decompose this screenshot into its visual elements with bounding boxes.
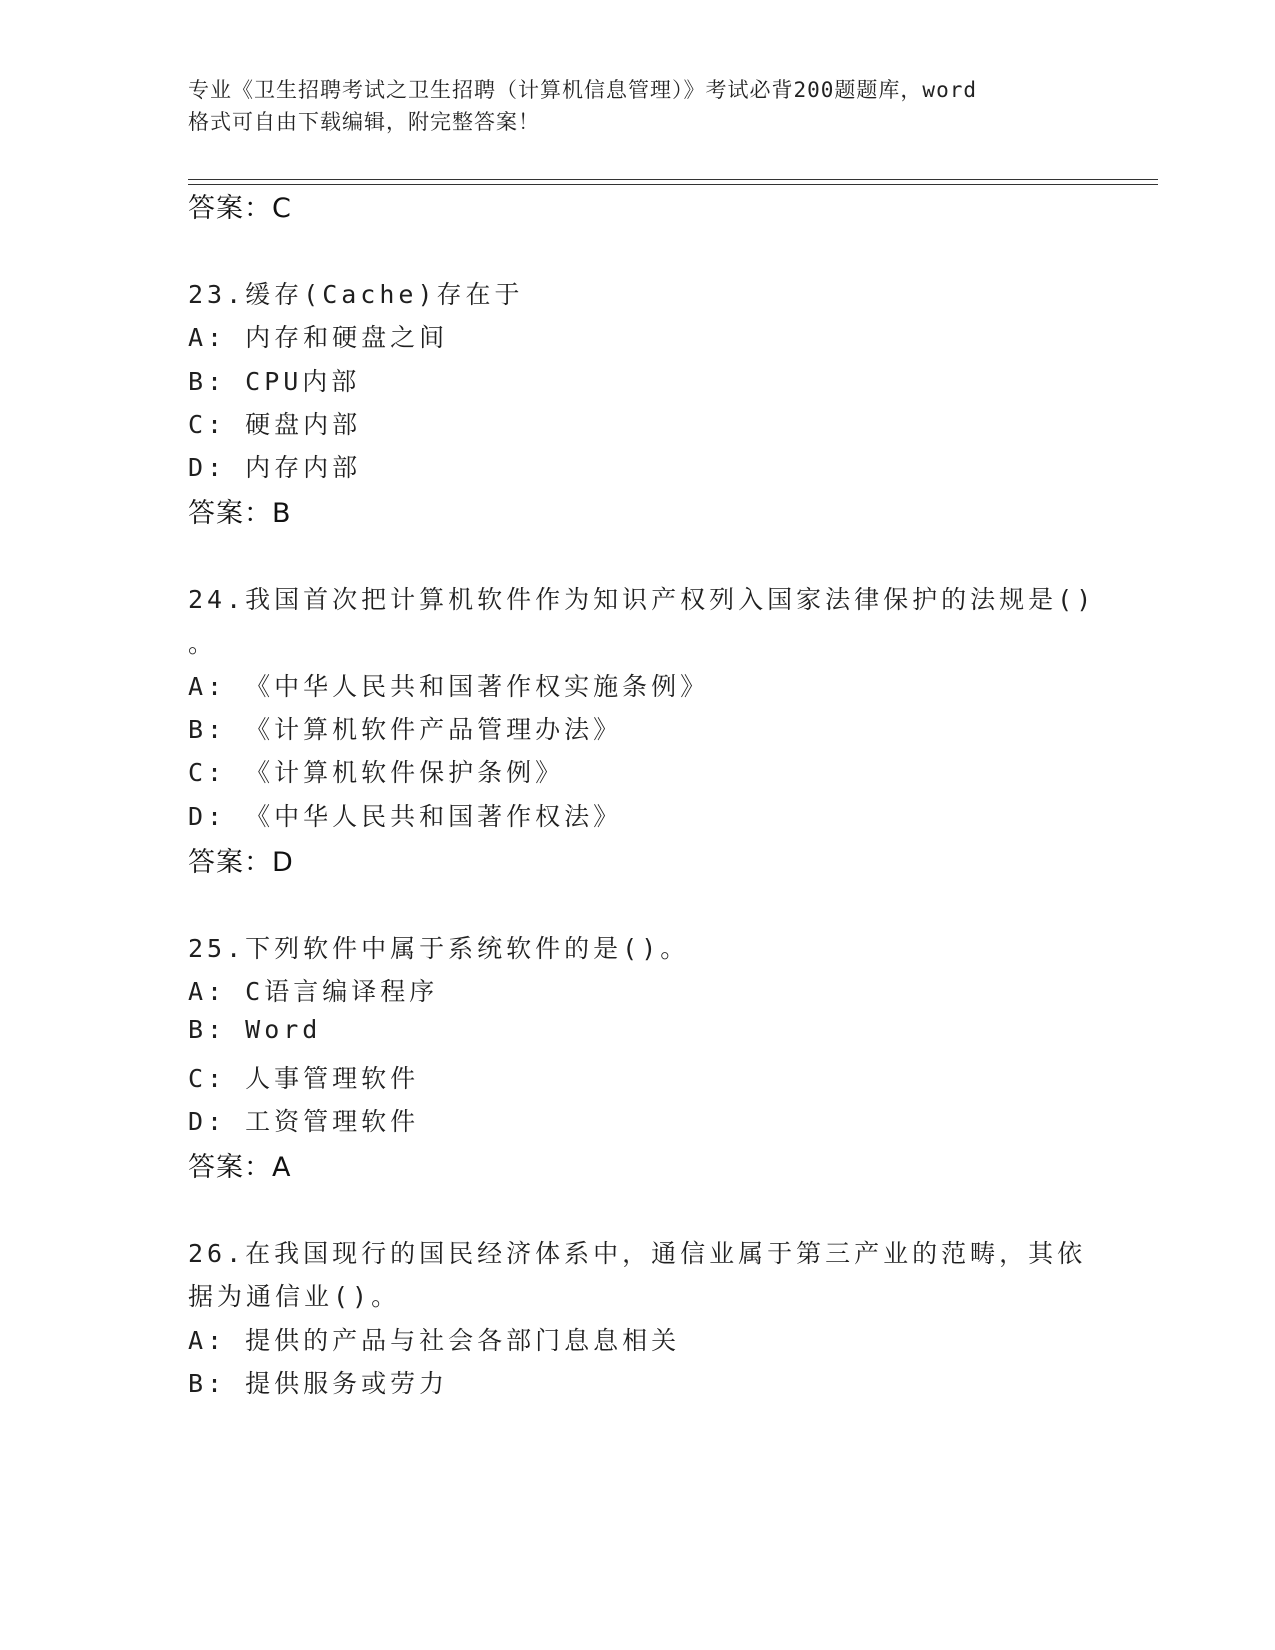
- header-divider-secondary: [188, 184, 1158, 185]
- document-header: [188, 74, 1088, 138]
- question-24-option-d: D: 《中华人民共和国著作权法》: [188, 802, 623, 831]
- question-26-stem: 26.在我国现行的国民经济体系中，通信业属于第三产业的范畴，其依: [188, 1239, 1087, 1268]
- question-23-answer: 答案：B: [188, 498, 292, 529]
- question-24-stem: 24.我国首次把计算机软件作为知识产权列入国家法律保护的法规是(): [188, 585, 1096, 614]
- question-25-option-c: C: 人事管理软件: [188, 1064, 420, 1093]
- question-25-option-b: B: Word: [188, 1015, 322, 1044]
- header-line-1: 专业《卫生招聘考试之卫生招聘（计算机信息管理）》考试必背200题题库，word: [188, 78, 977, 102]
- header-line-2: 格式可自由下载编辑，附完整答案！: [188, 110, 540, 134]
- question-25-stem: 25.下列软件中属于系统软件的是()。: [188, 934, 690, 963]
- question-25-option-a: A: C语言编译程序: [188, 977, 439, 1006]
- question-24-answer: 答案：D: [188, 847, 294, 878]
- question-26-stem-cont: 据为通信业()。: [188, 1282, 401, 1311]
- header-divider: [188, 179, 1158, 180]
- question-26-option-b: B: 提供服务或劳力: [188, 1369, 449, 1398]
- question-24-stem-cont: 。: [188, 629, 218, 658]
- question-23-option-b: B: CPU内部: [188, 367, 361, 396]
- question-24-option-b: B: 《计算机软件产品管理办法》: [188, 715, 623, 744]
- question-23-option-d: D: 内存内部: [188, 453, 362, 482]
- question-25-answer: 答案：A: [188, 1152, 292, 1183]
- question-25-option-d: D: 工资管理软件: [188, 1107, 420, 1136]
- question-26-option-a: A: 提供的产品与社会各部门息息相关: [188, 1326, 681, 1355]
- answer-prev: 答案：C: [188, 193, 292, 224]
- question-23-option-c: C: 硬盘内部: [188, 410, 362, 439]
- question-23-option-a: A: 内存和硬盘之间: [188, 323, 449, 352]
- question-24-option-a: A: 《中华人民共和国著作权实施条例》: [188, 672, 710, 701]
- question-23-stem: 23.缓存(Cache)存在于: [188, 280, 524, 309]
- question-24-option-c: C: 《计算机软件保护条例》: [188, 758, 565, 787]
